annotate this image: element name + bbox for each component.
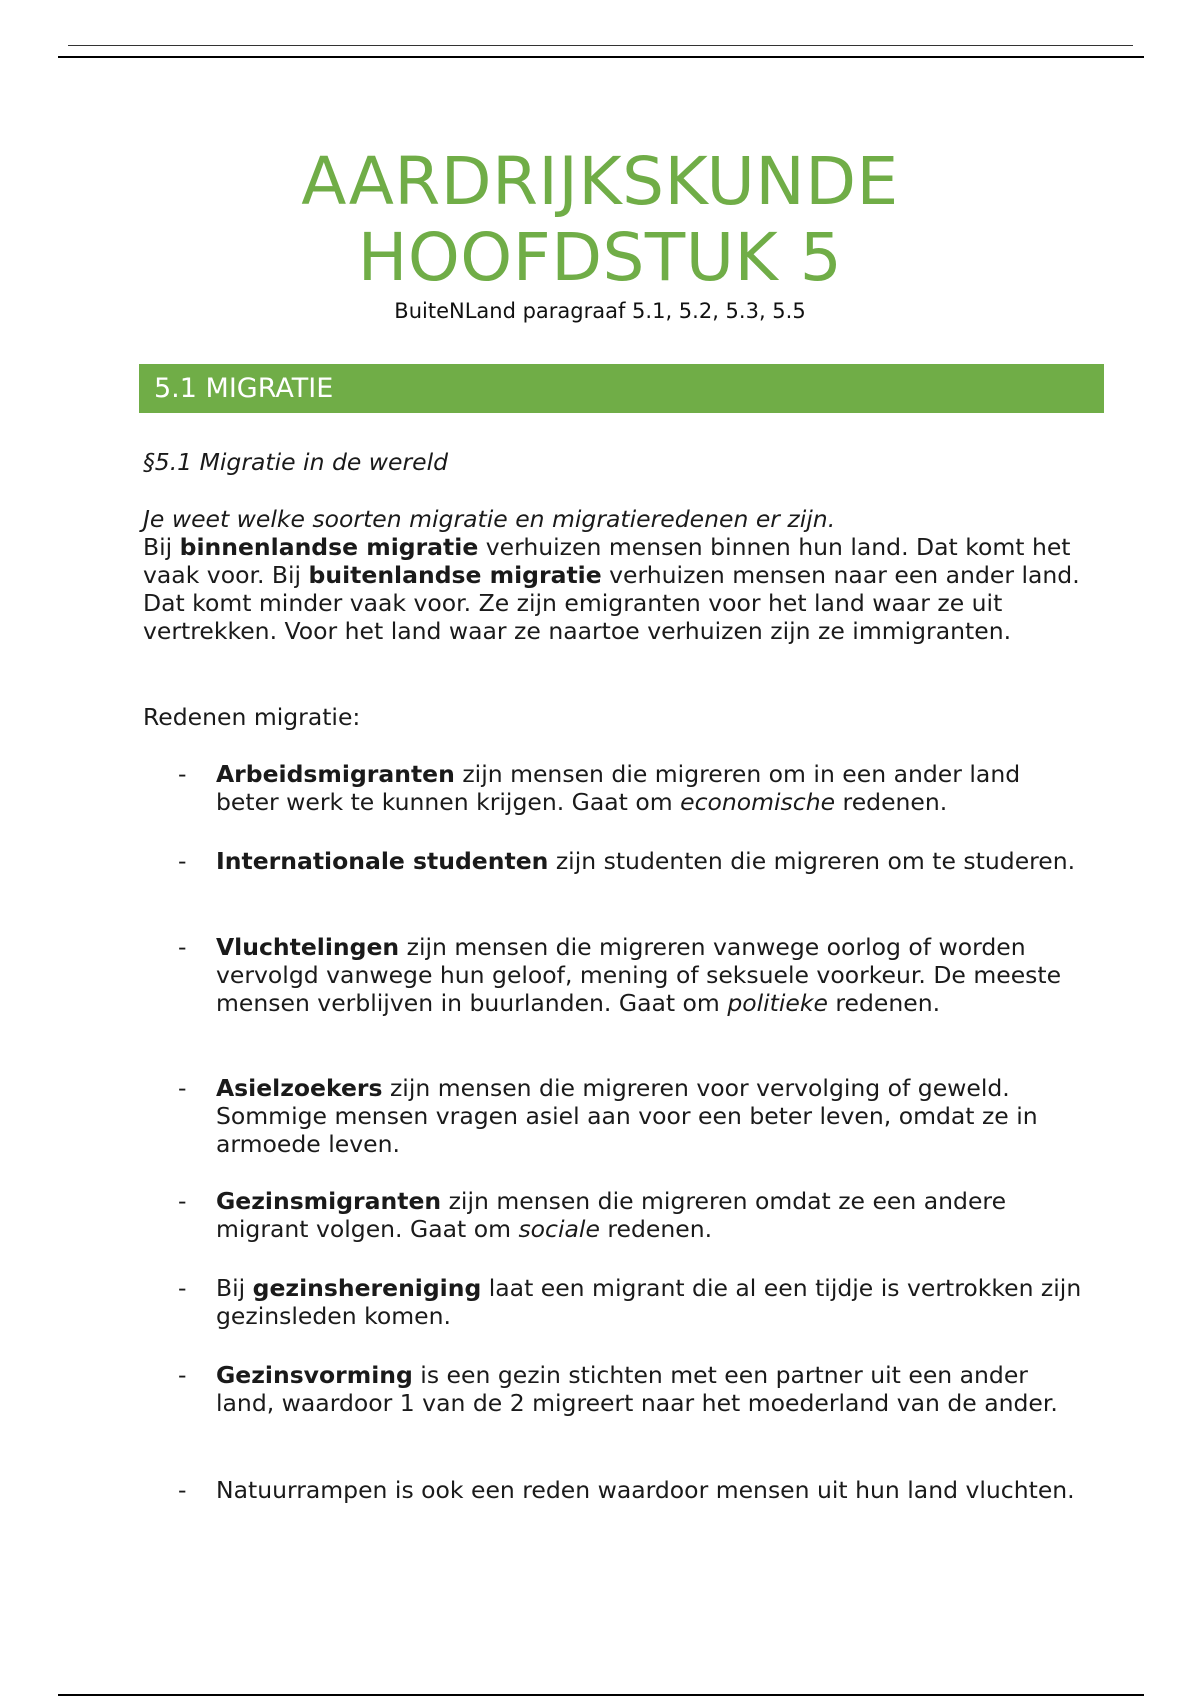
- text-run: zijn mensen die migreren om in een ander land beter werk te kunnen krijgen. Gaat om: [216, 760, 1021, 816]
- text-run: Bij: [216, 1274, 253, 1302]
- list-item-text: [216, 1187, 1086, 1243]
- term-binnenlandse-migratie: binnenlandse migratie: [179, 533, 479, 561]
- text-run: redenen.: [827, 989, 941, 1017]
- bullet-dash: -: [178, 1361, 187, 1389]
- learning-goal: Je weet welke soorten migratie en migratieredenen er zijn.: [143, 505, 836, 533]
- bullet-dash: -: [178, 1074, 187, 1102]
- term: Vluchtelingen: [216, 933, 400, 961]
- emphasis: economische: [680, 788, 836, 816]
- bullet-dash: -: [178, 847, 187, 875]
- text-run: laat een migrant die al een tijdje is vertrokken zijn gezinsleden komen.: [216, 1274, 1082, 1330]
- bullet-dash: -: [178, 760, 187, 788]
- list-item-text: [216, 1274, 1086, 1330]
- intro-paragraph: [143, 505, 1083, 645]
- term: gezinshereniging: [252, 1274, 482, 1302]
- bullet-dash: -: [178, 933, 187, 961]
- section-header: 5.1 MIGRATIE: [139, 364, 1104, 413]
- list-item-text: [216, 760, 1086, 816]
- bullet-dash: -: [178, 1476, 187, 1504]
- term: Gezinsvorming: [216, 1361, 413, 1389]
- emphasis: politieke: [727, 989, 828, 1017]
- term: Arbeidsmigranten: [216, 760, 455, 788]
- term: Gezinsmigranten: [216, 1187, 442, 1215]
- document-subtitle: BuiteNLand paragraaf 5.1, 5.2, 5.3, 5.5: [394, 299, 806, 323]
- footer-rule: [58, 1694, 1144, 1696]
- intro-text: Bij: [143, 533, 180, 561]
- bullet-dash: -: [178, 1274, 187, 1302]
- text-run: is een gezin stichten met een partner uit een ander land, waardoor 1 van de 2 migreert naar het moederland van de ander.: [216, 1361, 1058, 1417]
- list-item-text: [216, 1361, 1086, 1417]
- list-item-text: [216, 1476, 1086, 1504]
- list-item-text: [216, 933, 1086, 1017]
- reasons-label: Redenen migratie:: [143, 703, 361, 731]
- text-run: Natuurrampen is ook een reden waardoor mensen uit hun land vluchten.: [216, 1476, 1075, 1504]
- intro-text: verhuizen mensen binnen hun land. Dat komt het vaak voor. Bij: [143, 533, 1071, 589]
- bullet-dash: -: [178, 1187, 187, 1215]
- header-rule-thin: [68, 45, 1133, 46]
- paragraph-heading: §5.1 Migratie in de wereld: [143, 448, 449, 476]
- term-buitenlandse-migratie: buitenlandse migratie: [308, 561, 602, 589]
- text-run: zijn mensen die migreren vanwege oorlog of worden vervolgd vanwege hun geloof, mening of seksuele voorkeur. De meeste mensen verblijven in buurlanden. Gaat om: [216, 933, 1062, 1017]
- term: Internationale studenten: [216, 847, 549, 875]
- emphasis: sociale: [518, 1215, 600, 1243]
- text-run: zijn mensen die migreren voor vervolging of geweld. Sommige mensen vragen asiel aan voor een beter leven, omdat ze in armoede leven.: [216, 1074, 1038, 1158]
- text-run: zijn studenten die migreren om te studeren.: [548, 847, 1076, 875]
- text-run: redenen.: [835, 788, 948, 816]
- term: Asielzoekers: [216, 1074, 383, 1102]
- header-rule-thick: [58, 56, 1144, 58]
- intro-text: verhuizen mensen naar een ander land. Dat komt minder vaak voor. Ze zijn emigranten voor het land waar ze uit vertrekken. Voor het land waar ze naartoe verhuizen zijn ze immigranten.: [143, 561, 1080, 645]
- document-title-line-2: HOOFDSTUK 5: [357, 219, 843, 296]
- list-item-text: [216, 1074, 1086, 1158]
- document-title-line-1: AARDRIJKSKUNDE: [301, 143, 899, 220]
- text-run: redenen.: [599, 1215, 713, 1243]
- text-run: zijn mensen die migreren omdat ze een andere migrant volgen. Gaat om: [216, 1187, 1007, 1243]
- list-item-text: [216, 847, 1086, 875]
